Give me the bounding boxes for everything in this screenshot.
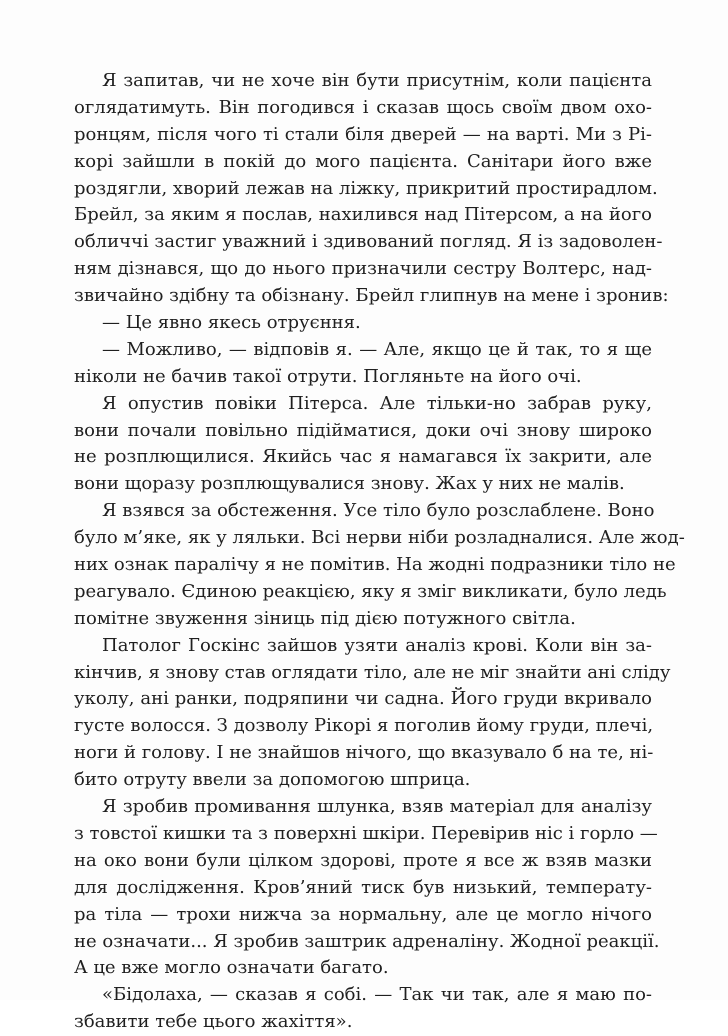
text-line: бито отруту ввели за допомогою шприца. <box>74 769 471 791</box>
text-line: помітне звуження зіниць під дією потужного світла. <box>74 607 576 629</box>
text-line: було м’яке, як у ляльки. Всі нерви ніби розладналися. Але жод- <box>74 527 685 549</box>
text-line: Брейл, за яким я послав, нахилився над Пітерсом, а на його <box>74 204 652 226</box>
text-line: з товстої кишки та з поверхні шкіри. Перевірив ніс і горло — <box>74 822 658 844</box>
text-line: реагувало. Єдиною реакцією, яку я зміг викликати, було ледь <box>74 580 667 602</box>
text-line: — Це явно якесь отруєння. <box>102 312 361 334</box>
text-line: вони щоразу розплющувалися знову. Жах у них не малів. <box>74 473 625 495</box>
text-line: ронцям, після чого ті стали біля дверей — на варті. Ми з Рі- <box>74 123 652 145</box>
text-line: Я опустив повіки Пітерса. Але тільки-но забрав руку, <box>102 392 652 414</box>
text-line: — Можливо, — відповів я. — Але, якщо це й так, то я ще <box>102 338 652 360</box>
text-line: «Бідолаха, — сказав я собі. — Так чи так, але я маю по- <box>102 984 652 1006</box>
text-line: ніколи не бачив такої отрути. Погляньте на його очі. <box>74 365 582 387</box>
text-line: Я зробив промивання шлунка, взяв матеріал для аналізу <box>102 796 652 818</box>
text-line: звичайно здібну та обізнану. Брейл глипнув на мене і зронив: <box>74 285 669 307</box>
text-line: збавити тебе цього жахіття». <box>74 1011 353 1033</box>
text-line: ням дізнався, що до нього призначили сестру Волтерс, над- <box>74 258 652 280</box>
text-line: Я взявся за обстеження. Усе тіло було розслаблене. Воно <box>102 500 655 522</box>
text-line: не розплющилися. Якийсь час я намагався їх закрити, але <box>74 446 652 468</box>
text-line: корі зайшли в покій до мого пацієнта. Санітари його вже <box>74 150 652 172</box>
text-line: Я запитав, чи не хоче він бути присутнім, коли пацієнта <box>102 70 652 91</box>
text-line: А це вже могло означати багато. <box>74 957 389 979</box>
text-line: ра тіла — трохи нижча за нормальну, але це могло нічого <box>74 903 652 925</box>
text-line: не означати... Я зробив заштрик адреналіну. Жодної реакції. <box>74 930 660 952</box>
text-line: оглядатимуть. Він погодився і сказав щось своїм двом охо- <box>74 96 652 118</box>
text-line: кінчив, я знову став оглядати тіло, але не міг знайти ані сліду <box>74 661 671 683</box>
text-line: вони почали повільно підійматися, доки очі знову широко <box>74 419 652 441</box>
text-line: для дослідження. Кров’яний тиск був низький, температу- <box>74 876 652 898</box>
text-line: густе волосся. З дозволу Рікорі я поголив йому груди, плечі, <box>74 715 654 737</box>
text-line: на око вони були цілком здорові, проте я все ж взяв мазки <box>74 849 652 871</box>
body-text <box>74 68 685 1036</box>
text-line: Патолог Госкінс зайшов узяти аналіз крові. Коли він за- <box>102 634 652 656</box>
text-line: роздягли, хворий лежав на ліжку, прикритий простирадлом. <box>74 177 658 199</box>
text-line: уколу, ані ранки, подряпини чи садна. Його груди вкривало <box>74 688 652 710</box>
text-line: них ознак паралічу я не помітив. На жодні подразники тіло не <box>74 554 676 576</box>
text-line: обличчі застиг уважний і здивований погляд. Я із задоволен- <box>74 231 663 253</box>
text-line: ноги й голову. І не знайшов нічого, що вказувало б на те, ні- <box>74 742 654 764</box>
